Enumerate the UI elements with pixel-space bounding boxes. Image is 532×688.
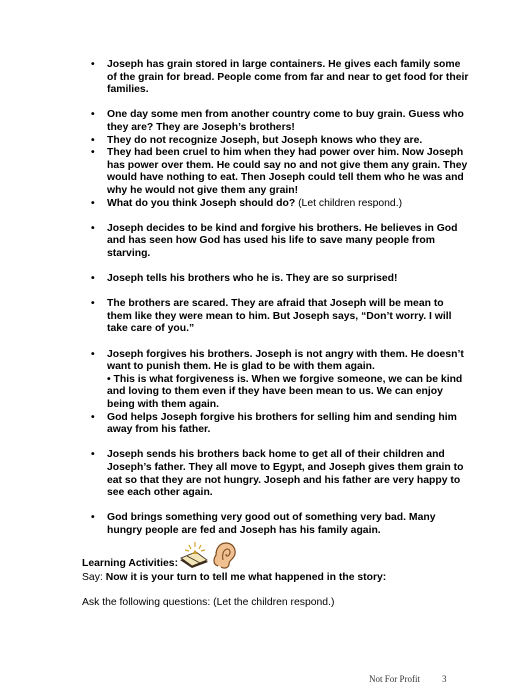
bullet-marker: • (91, 197, 95, 209)
list-item-text: God helps Joseph forgive his brothers for selling him and sending him away from his father. (107, 411, 457, 436)
ask-instruction: Ask the following questions: (Let the children respond.) (82, 596, 335, 608)
list-item-text: Joseph decides to be kind and forgive his brothers. He believes in God and has seen how God has used his life to save many people from starving. (107, 222, 458, 259)
list-item (88, 273, 470, 286)
list-item-text: They had been cruel to him when they had power over him. Now Joseph has power over them. He could say no and not give them any grain. They would have nothing to eat. Then Joseph could tell them who he was and why he would not give them any grain! (107, 147, 468, 196)
page-number: 3 (442, 674, 447, 684)
bullet-marker: • (91, 411, 95, 423)
list-item-text: Joseph forgives his brothers. Joseph is not angry with them. He doesn’t want to punish them. He is glad to be with them again. (107, 348, 464, 373)
bullet-marker: • (91, 59, 95, 70)
list-item (88, 198, 470, 211)
bullet-marker: • (91, 273, 95, 285)
story-bullet-list (88, 59, 470, 538)
bullet-marker: • (91, 222, 95, 234)
bullet-marker: • (91, 512, 95, 524)
list-item-text: One day some men from another country come to buy grain. Guess who they are? They are Joseph’s brothers! (107, 109, 464, 133)
list-item-text: Joseph tells his brothers who he is. They are so surprised! (107, 273, 398, 285)
list-item (88, 349, 470, 412)
list-item (88, 449, 470, 499)
list-item-extra: • This is what forgiveness is. When we forgive someone, we can be kind and loving to them even if they have been mean to us. We can enjoy being with them again. (107, 373, 463, 411)
bullet-marker: • (91, 449, 95, 461)
bible-icon (180, 542, 208, 568)
page-footer (369, 674, 447, 684)
list-item (88, 298, 470, 336)
section-heading: Learning Activities: (82, 558, 179, 569)
list-item (88, 147, 470, 197)
list-item (88, 412, 470, 437)
footer-text: Not For Profit (369, 674, 421, 684)
say-label: Say: (82, 572, 103, 583)
list-item-text: The brothers are scared. They are afraid that Joseph will be mean to them like they were mean to him. But Joseph says, “Don’t worry. I will take care of you.” (107, 298, 452, 335)
list-item-aside: (Let children respond.) (298, 197, 403, 209)
say-instruction (82, 572, 482, 585)
learning-activities-section (82, 540, 482, 609)
list-item (88, 223, 470, 261)
ear-icon (214, 543, 235, 568)
bullet-marker: • (91, 109, 95, 121)
say-text: Now it is your turn to tell me what happened in the story: (105, 572, 387, 583)
bullet-marker: • (91, 134, 95, 146)
list-item (88, 109, 470, 134)
list-item (88, 59, 470, 97)
list-item-text: God brings something very good out of something very bad. Many hungry people are fed and Joseph has his family again. (107, 512, 436, 536)
list-item (88, 135, 470, 148)
list-item-text: They do not recognize Joseph, but Joseph knows who they are. (107, 134, 423, 146)
activity-icons (178, 540, 238, 570)
bullet-marker: • (91, 298, 95, 310)
list-item-text: Joseph has grain stored in large containers. He gives each family some of the grain for bread. People come from far and near to get food for their families. (107, 59, 469, 96)
list-item (88, 512, 470, 537)
list-item-text: Joseph sends his brothers back home to get all of their children and Joseph’s father. They all move to Egypt, and Joseph gives them grain to eat so that they are not hungry. Joseph and his father are very happy to see each other again. (107, 449, 464, 499)
bullet-marker: • (91, 147, 95, 159)
bullet-marker: • (91, 348, 95, 360)
list-item-text: What do you think Joseph should do? (107, 197, 296, 209)
